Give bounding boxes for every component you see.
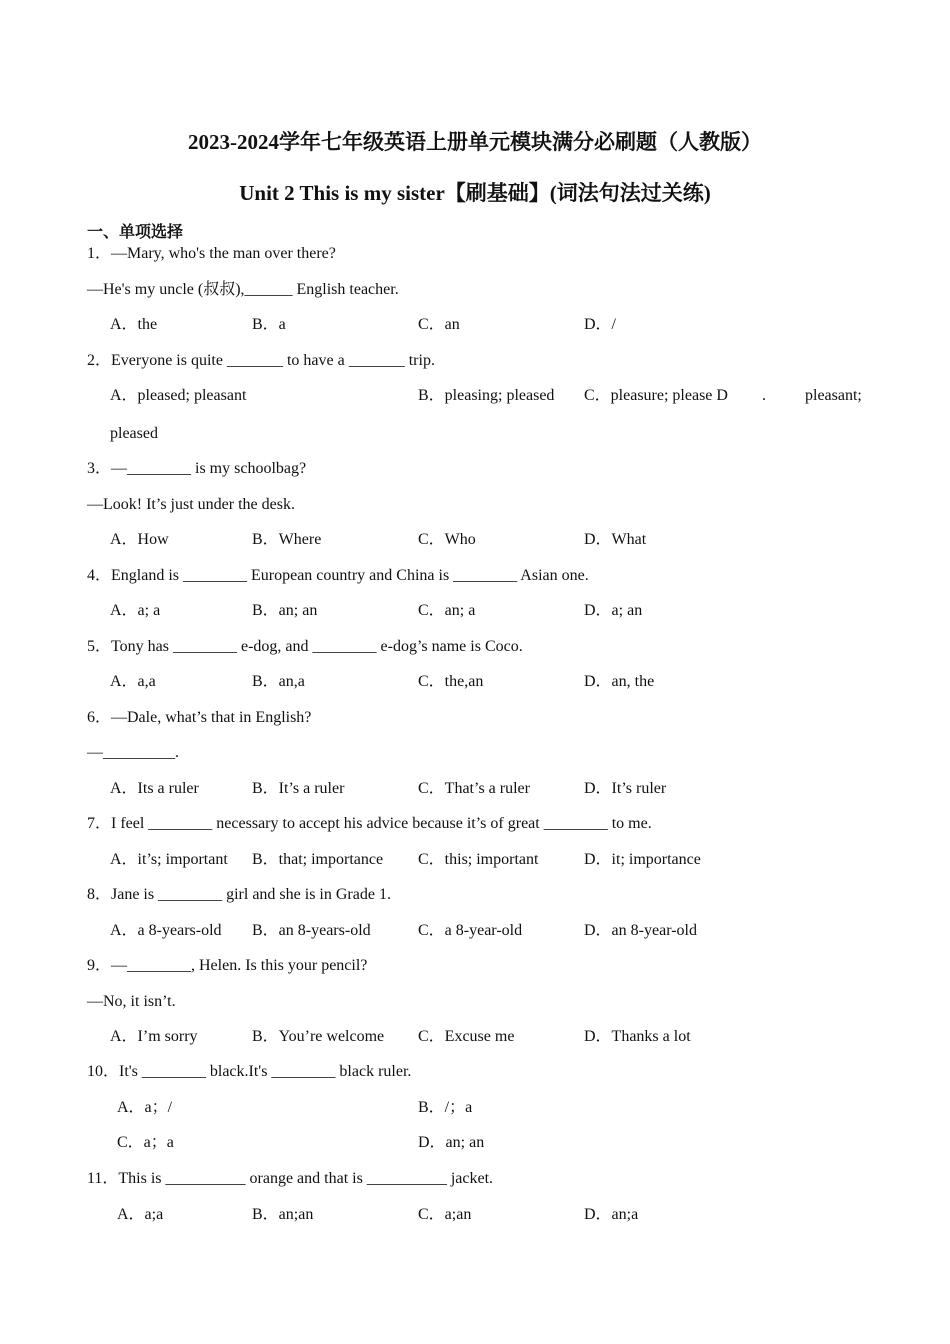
document-subtitle: Unit 2 This is my sister【刷基础】(词法句法过关练): [239, 181, 711, 205]
question-6-option-d: D．It’s ruler: [584, 780, 667, 797]
question-5-stem: 5．Tony has ________ e-dog, and ________ e-dog’s name is Coco.: [87, 638, 523, 655]
question-4-stem: 4．England is ________ European country and China is ________ Asian one.: [87, 567, 589, 584]
question-10-option-a: A．a；/: [117, 1099, 173, 1116]
question-1-option-a: A．the: [110, 316, 158, 333]
question-5-option-c: C．the,an: [418, 673, 484, 690]
question-7-option-b: B．that; importance: [252, 851, 384, 868]
section-heading: 一、单项选择: [87, 224, 184, 241]
question-11-stem: 11．This is __________ orange and that is __________ jacket.: [87, 1170, 494, 1187]
question-9-option-c: C．Excuse me: [418, 1028, 515, 1045]
question-5-option-a: A．a,a: [110, 673, 156, 690]
question-2-stem: 2．Everyone is quite _______ to have a _______ trip.: [87, 352, 435, 369]
question-5-option-d: D．an, the: [584, 673, 655, 690]
question-2-option-d-cont: pleased: [110, 425, 158, 442]
question-8-stem: 8．Jane is ________ girl and she is in Grade 1.: [87, 886, 391, 903]
question-7-option-a: A．it’s; important: [110, 851, 228, 868]
question-1-option-b: B．a: [252, 316, 286, 333]
question-11-option-b: B．an;an: [252, 1206, 314, 1223]
question-1-option-d: D．/: [584, 316, 617, 333]
question-6-stem-line-2: —_________.: [87, 744, 179, 761]
question-11-option-d: D．an;a: [584, 1206, 639, 1223]
question-10-option-b: B．/；a: [418, 1099, 473, 1116]
question-10-stem: 10．It's ________ black.It's ________ black ruler.: [87, 1063, 412, 1080]
question-6-option-a: A．Its a ruler: [110, 780, 199, 797]
question-3-stem-line-2: —Look! It’s just under the desk.: [87, 496, 295, 513]
question-4-option-c: C．an; a: [418, 602, 476, 619]
question-4-option-b: B．an; an: [252, 602, 318, 619]
document-title: 2023-2024学年七年级英语上册单元模块满分必刷题（人教版）: [188, 130, 762, 154]
question-8-option-c: C．a 8-year-old: [418, 922, 523, 939]
question-7-option-c: C．this; important: [418, 851, 539, 868]
question-5-option-b: B．an,a: [252, 673, 305, 690]
question-2-option-c: C．pleasure; please D: [584, 387, 728, 404]
question-3-option-c: C．Who: [418, 531, 476, 548]
question-4-option-d: D．a; an: [584, 602, 643, 619]
question-1-stem: 1．—Mary, who's the man over there?: [87, 245, 336, 262]
question-8-option-a: A．a 8-years-old: [110, 922, 222, 939]
question-11-option-c: C．a;an: [418, 1206, 472, 1223]
question-10-option-d: D．an; an: [418, 1134, 485, 1151]
question-7-stem: 7．I feel ________ necessary to accept his advice because it’s of great ________ to me.: [87, 815, 652, 832]
question-6-option-c: C．That’s a ruler: [418, 780, 530, 797]
question-9-option-a: A．I’m sorry: [110, 1028, 198, 1045]
question-2-option-d: pleasant;: [805, 387, 862, 404]
question-6-stem: 6．—Dale, what’s that in English?: [87, 709, 312, 726]
question-8-option-d: D．an 8-year-old: [584, 922, 697, 939]
question-3-option-a: A．How: [110, 531, 169, 548]
question-9-option-b: B．You’re welcome: [252, 1028, 385, 1045]
question-2-option-b: B．pleasing; pleased: [418, 387, 555, 404]
question-6-option-b: B．It’s a ruler: [252, 780, 345, 797]
question-1-option-c: C．an: [418, 316, 460, 333]
question-4-option-a: A．a; a: [110, 602, 161, 619]
question-9-stem: 9．—________, Helen. Is this your pencil?: [87, 957, 368, 974]
question-1-stem-line-2: —He's my uncle (叔叔),______ English teacher.: [87, 281, 399, 298]
question-9-stem-line-2: —No, it isn’t.: [87, 993, 176, 1010]
question-11-option-a: A．a;a: [117, 1206, 164, 1223]
question-3-option-b: B．Where: [252, 531, 322, 548]
question-2-option-d-dot: .: [762, 387, 766, 404]
question-3-stem: 3．—________ is my schoolbag?: [87, 460, 307, 477]
question-2-option-a: A．pleased; pleasant: [110, 387, 247, 404]
question-8-option-b: B．an 8-years-old: [252, 922, 371, 939]
question-9-option-d: D．Thanks a lot: [584, 1028, 691, 1045]
question-7-option-d: D．it; importance: [584, 851, 701, 868]
question-10-option-c: C．a；a: [117, 1134, 174, 1151]
question-3-option-d: D．What: [584, 531, 647, 548]
